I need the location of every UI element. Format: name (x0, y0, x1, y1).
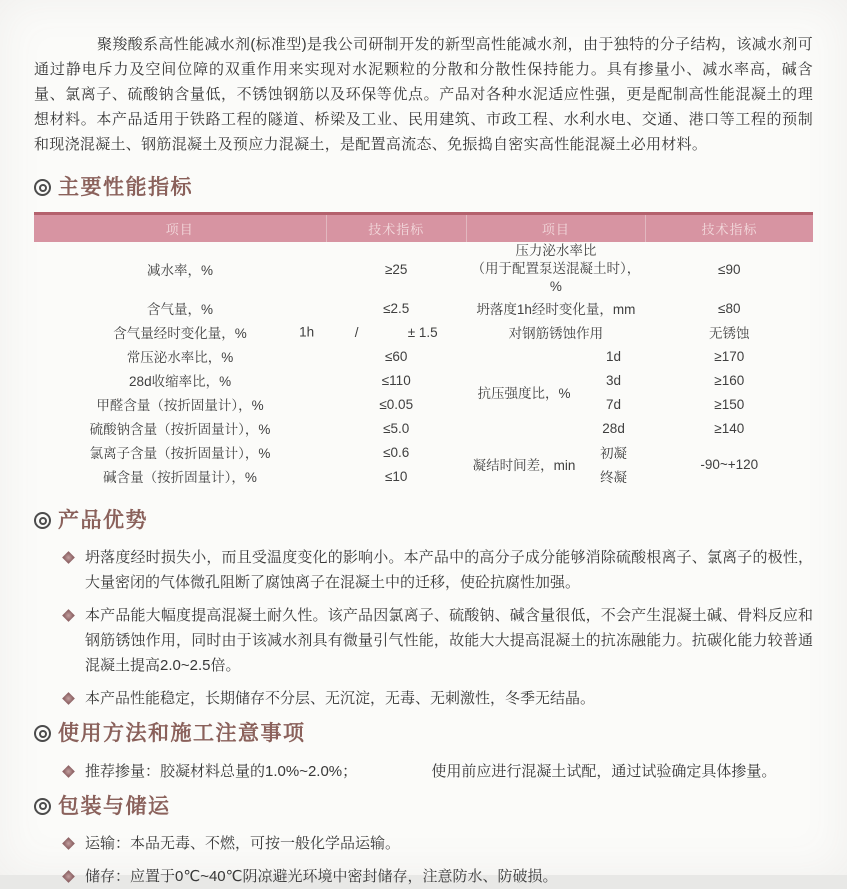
header-indicator-right: 技术指标 (646, 214, 814, 243)
list-item (64, 603, 813, 678)
cell-item: 硫酸钠含量（按折固量计），% (89, 422, 271, 438)
cell-item: 常压泌水率比，% (126, 350, 234, 366)
section-packaging-heading (34, 794, 813, 819)
cell-value: ≤110 (381, 372, 411, 388)
cell-item-line2: （用于配置泵送混凝土时），% (471, 261, 641, 295)
cell-item: 碱含量（按折固量计），% (103, 470, 257, 486)
performance-table (34, 212, 813, 488)
section-usage-heading (34, 721, 813, 746)
cell-value: ≤60 (385, 348, 408, 364)
section-title: 使用方法和施工注意事项 (58, 722, 306, 746)
table-row (34, 242, 813, 296)
cell-group-label: 凝结时间差，min (472, 458, 576, 474)
bullseye-icon (34, 725, 51, 742)
diamond-icon (62, 552, 75, 565)
usage-dosage: 推荐掺量：胶凝材料总量的1.0%~2.0%； (85, 762, 358, 780)
header-item-right: 项目 (466, 214, 645, 243)
section-title: 主要性能指标 (58, 176, 193, 199)
cell-value-b: ± 1.5 (407, 324, 438, 340)
list-item-text: 本产品能大幅度提高混凝土耐久性。该产品因氯离子、硫酸钠、碱含量很低，不会产生混凝土碱、骨料反应和钢筋锈蚀作用，同时由于该减水剂具有微量引气性能，故能大大提高混凝土的抗冻融能力。抗碳化能力较普通混凝土提高2.0~2.5倍。 (85, 607, 813, 675)
cell-value: ≥140 (714, 420, 745, 436)
cell-value: -90~+120 (700, 456, 759, 472)
diamond-icon (62, 610, 75, 623)
diamond-icon (62, 765, 75, 778)
cell-item: 含气量，% (147, 302, 214, 318)
usage-list (34, 759, 813, 784)
cell-value: 无锈蚀 (709, 326, 750, 342)
advantages-list (34, 545, 813, 711)
list-item-text: 本产品性能稳定，长期储存不分层、无沉淀，无毒、无刺激性，冬季无结晶。 (85, 690, 596, 708)
cell-item: 28d收缩率比，% (129, 374, 232, 390)
table-row (34, 296, 813, 320)
table-row (34, 440, 813, 464)
bullseye-icon (34, 798, 51, 815)
cell-item: 对钢筋锈蚀作用 (508, 326, 604, 342)
cell-value: ≤0.05 (379, 396, 414, 412)
list-item (64, 831, 813, 856)
list-item (64, 545, 813, 595)
table-row (34, 392, 813, 416)
diamond-icon (62, 837, 75, 850)
cell-value: ≤5.0 (383, 420, 410, 436)
usage-note: 使用前应进行混凝土试配，通过试验确定具体掺量。 (431, 762, 777, 780)
list-item (64, 759, 813, 784)
packaging-list (34, 831, 813, 889)
cell-item: 坍落度1h经时变化量，mm (476, 302, 636, 318)
section-title: 产品优势 (58, 509, 148, 533)
bullseye-icon (34, 512, 51, 529)
cell-value: ≤2.5 (383, 300, 410, 316)
cell-item (466, 242, 645, 296)
cell-value: ≥25 (385, 261, 408, 277)
table-row (34, 416, 813, 440)
table-header-row (34, 214, 813, 243)
bullseye-icon (34, 179, 51, 196)
cell-value: ≥170 (714, 348, 745, 364)
cell-value (326, 320, 466, 344)
list-item-text: 运输：本品无毒、不燃，可按一般化学品运输。 (85, 834, 401, 852)
header-item-left: 项目 (34, 214, 326, 243)
cell-value-a: / (354, 324, 359, 340)
list-item-text: 储存：应置于0℃~40℃阴凉避光环境中密封储存，注意防水、防破损。 (85, 867, 558, 885)
cell-sub-item: 28d (602, 420, 625, 436)
cell-value: ≥150 (714, 396, 745, 412)
cell-sub-item: 3d (606, 372, 622, 388)
cell-sub-item: 1d (606, 348, 622, 364)
cell-value: ≤80 (718, 300, 741, 316)
cell-value: ≥160 (714, 372, 745, 388)
cell-sub-text: 1h (299, 324, 315, 340)
diamond-icon (62, 693, 75, 706)
section-advantages-heading (34, 508, 813, 533)
list-item-text: 坍落度经时损失小，而且受温度变化的影响小。本产品中的高分子成分能够消除硫酸根离子、氯离子的极性，大量密闭的气体微孔阻断了腐蚀离子在混凝土中的迁移，使砼抗腐性加强。 (85, 549, 813, 592)
section-title: 包装与储运 (58, 794, 171, 818)
cell-item-line1: 压力泌水率比 (515, 243, 597, 259)
diamond-icon (62, 870, 75, 883)
cell-value: ≤90 (718, 261, 741, 277)
cell-value: ≤10 (385, 468, 408, 484)
cell-value: ≤0.6 (383, 444, 410, 460)
cell-sub-item: 终凝 (600, 470, 628, 486)
cell-group-label: 抗压强度比，% (477, 386, 571, 402)
cell-sub-item: 初凝 (600, 446, 628, 462)
cell-item: 减水率，% (147, 263, 214, 279)
cell-item: 甲醛含量（按折固量计），% (96, 398, 264, 414)
intro-paragraph: 聚羧酸系高性能减水剂(标准型)是我公司研制开发的新型高性能减水剂，由于独特的分子结构，该减水剂可通过静电斥力及空间位障的双重作用来实现对水泥颗粒的分散和分散性保持能力。具有掺量小、减水率高，碱含量、氯离子、硫酸钠含量低，不锈蚀钢筋以及环保等优点。产品对各种水泥适应性强，更是配制高性能混凝土的理想材料。本产品适用于铁路工程的隧道、桥梁及工业、民用建筑、市政工程、水利水电、交通、港口等工程的预制和现浇混凝土、钢筋混凝土及预应力混凝土，是配置高流态、免振捣自密实高性能混凝土必用材料。 (34, 36, 813, 153)
header-indicator-left: 技术指标 (326, 214, 466, 243)
cell-item-text: 含气量经时变化量，% (113, 326, 247, 342)
table-row (34, 320, 813, 344)
cell-item (34, 320, 326, 344)
table-row (34, 368, 813, 392)
section-performance-heading (34, 175, 813, 200)
cell-sub-item: 7d (606, 396, 622, 412)
cell-item: 氯离子含量（按折固量计），% (89, 446, 271, 462)
list-item-text (85, 759, 776, 784)
list-item (64, 864, 813, 889)
list-item (64, 686, 813, 711)
table-row (34, 344, 813, 368)
